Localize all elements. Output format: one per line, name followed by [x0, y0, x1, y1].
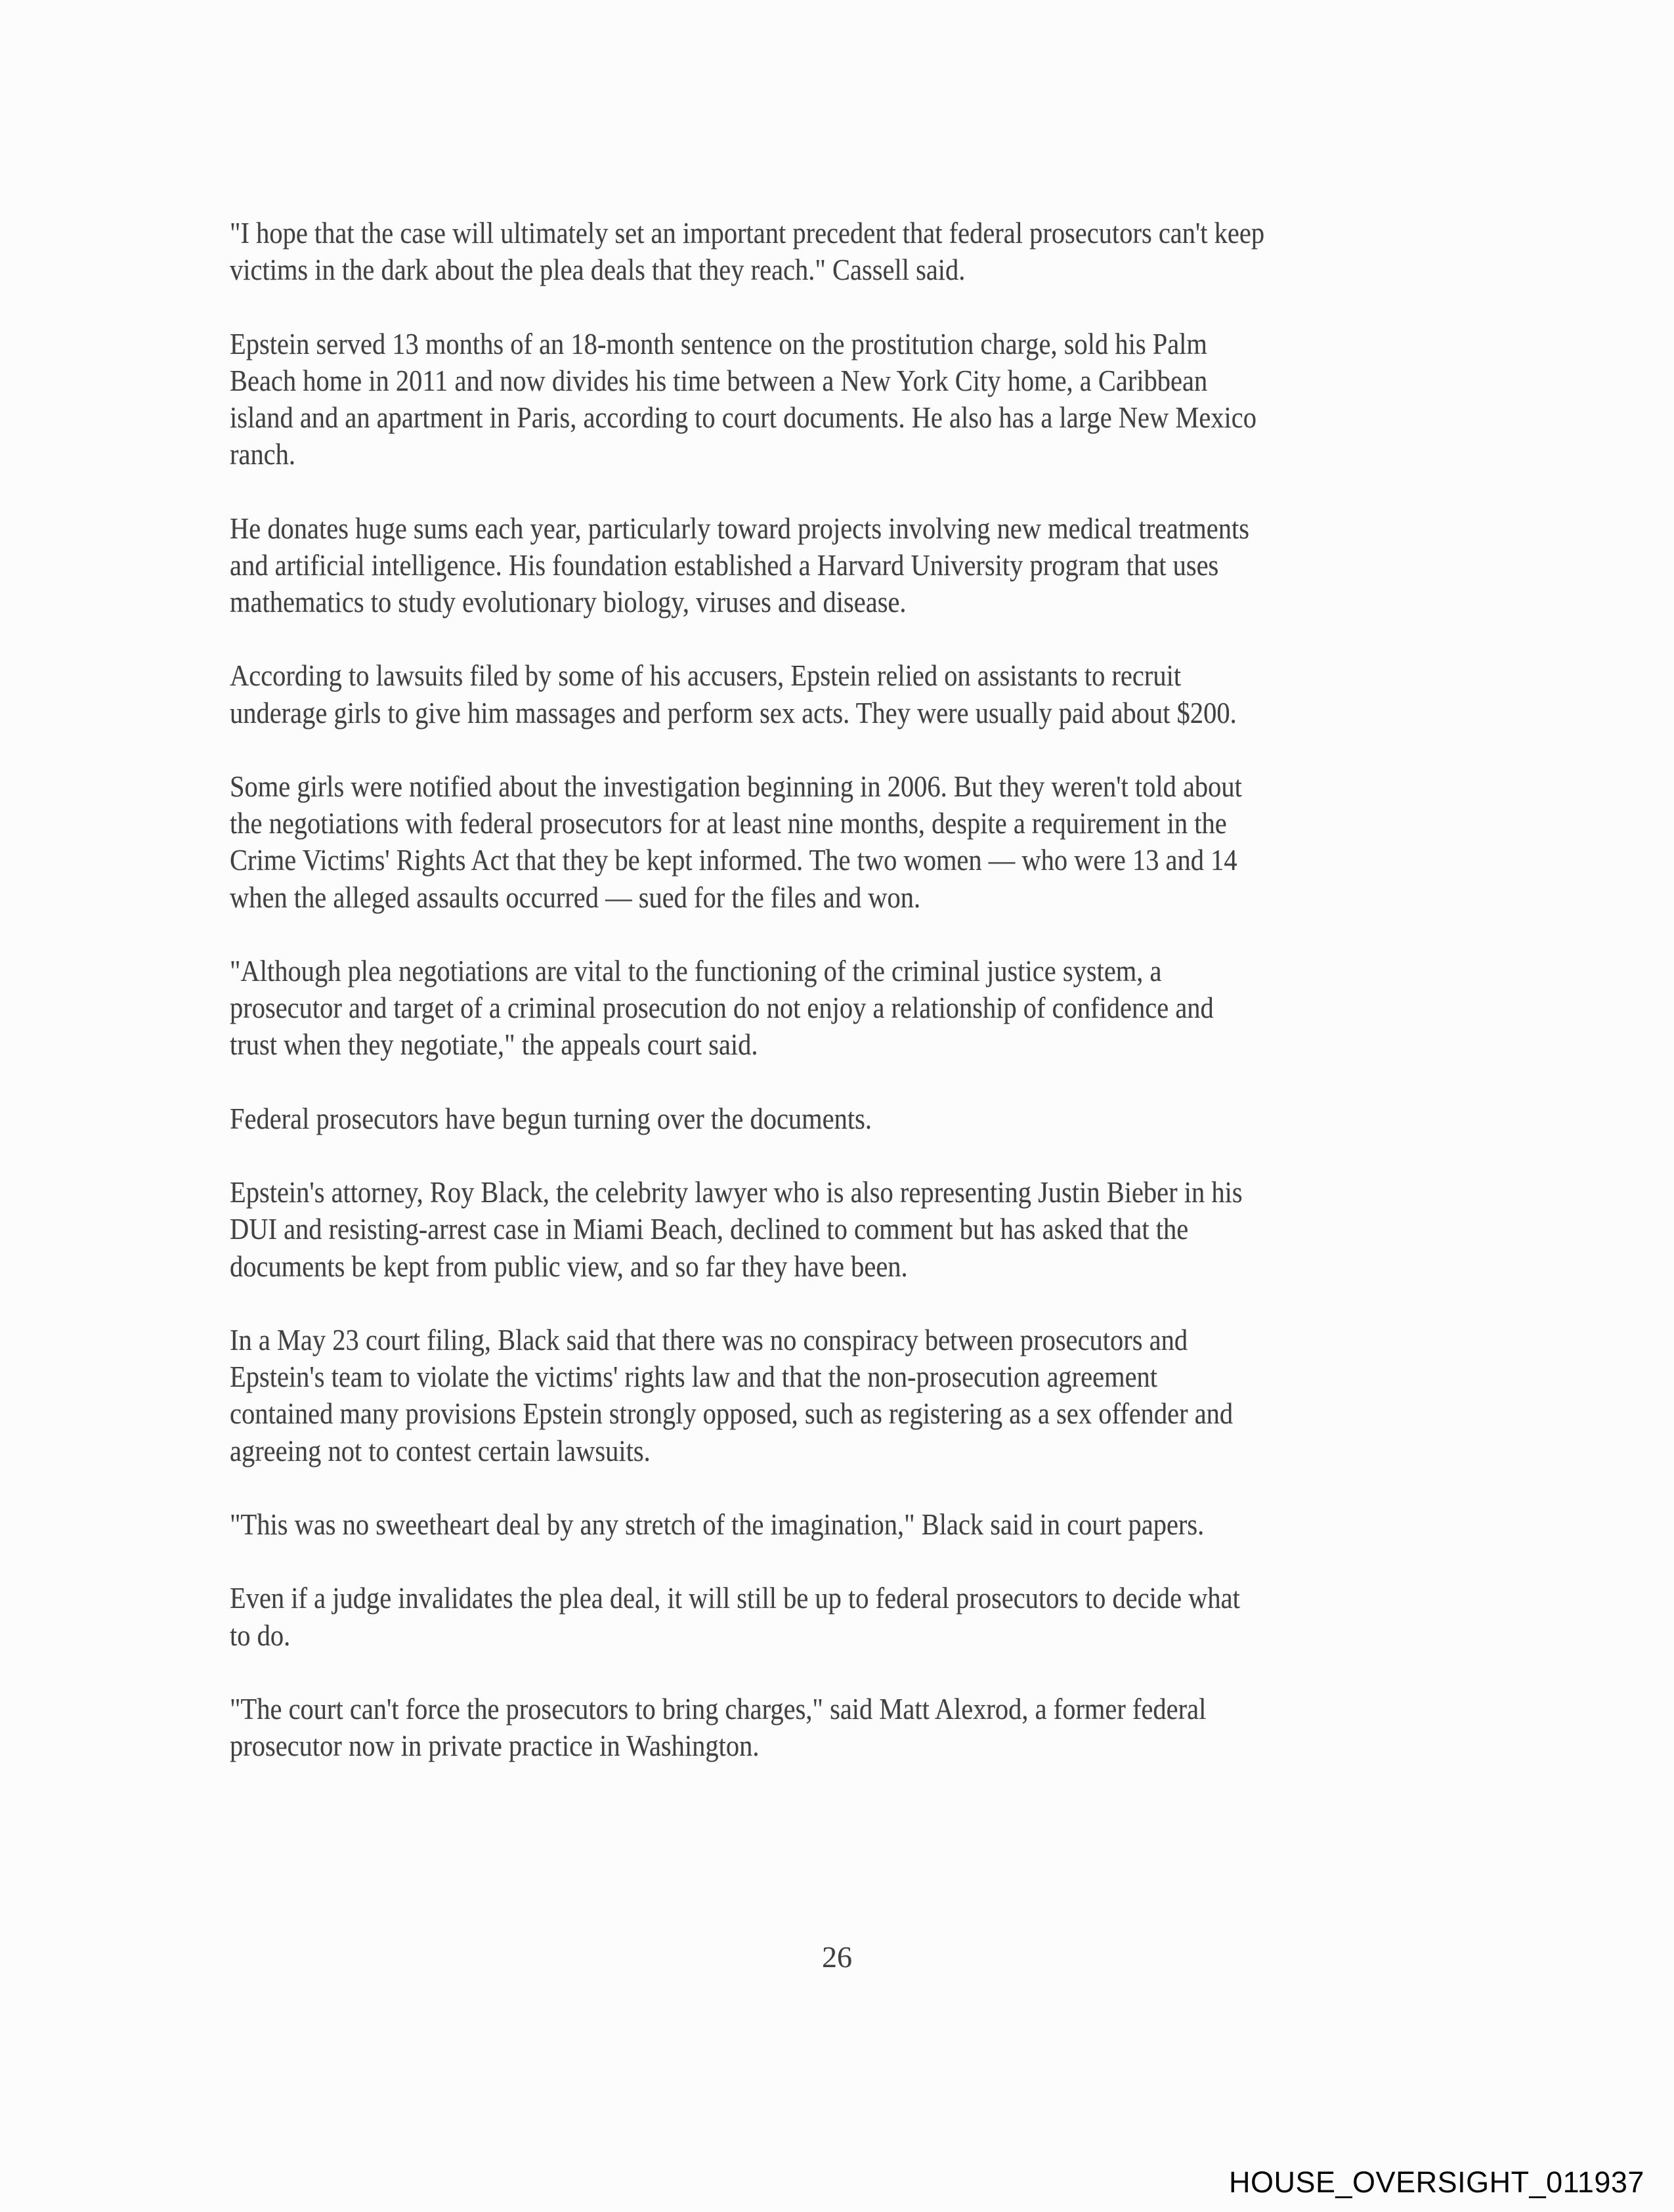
paragraph: [230, 768, 1477, 916]
text-line: and artificial intelligence. His foundation established a Harvard University program that uses: [230, 548, 1219, 582]
text-line: trust when they negotiate," the appeals court said.: [230, 1028, 758, 1062]
paragraph: [230, 1691, 1477, 1764]
text-line: ranch.: [230, 437, 296, 471]
text-line: prosecutor now in private practice in Washington.: [230, 1729, 760, 1763]
page-number: 26: [822, 1940, 852, 1974]
text-line: Crime Victims' Rights Act that they be kept informed. The two women — who were 13 and 14: [230, 843, 1237, 877]
text-line: contained many provisions Epstein strongly opposed, such as registering as a sex offender and: [230, 1397, 1234, 1431]
text-line: According to lawsuits filed by some of his accusers, Epstein relied on assistants to recruit: [230, 659, 1182, 693]
text-line: mathematics to study evolutionary biology, viruses and disease.: [230, 585, 907, 618]
text-line: victims in the dark about the plea deals that they reach." Cassell said.: [230, 253, 966, 287]
text-line: "This was no sweetheart deal by any stretch of the imagination," Black said in court papers.: [230, 1507, 1205, 1541]
text-line: Epstein's team to violate the victims' rights law and that the non-prosecution agreement: [230, 1360, 1158, 1394]
text-line: prosecutor and target of a criminal prosecution do not enjoy a relationship of confidence and: [230, 991, 1214, 1025]
text-line: "The court can't force the prosecutors to bring charges," said Matt Alexrod, a former federal: [230, 1691, 1207, 1725]
text-line: Beach home in 2011 and now divides his time between a New York City home, a Caribbean: [230, 363, 1208, 397]
text-line: Epstein served 13 months of an 18-month sentence on the prostitution charge, sold his Palm: [230, 326, 1207, 360]
text-line: the negotiations with federal prosecutors for at least nine months, despite a requirement in the: [230, 806, 1227, 840]
article-body: [230, 215, 1477, 1764]
paragraph: [230, 215, 1477, 288]
text-line: documents be kept from public view, and so far they have been.: [230, 1249, 908, 1283]
text-line: "Although plea negotiations are vital to the functioning of the criminal justice system, a: [230, 953, 1162, 987]
text-line: Some girls were notified about the investigation beginning in 2006. But they weren't told about: [230, 769, 1242, 803]
paragraph: [230, 1506, 1477, 1543]
text-line: DUI and resisting-arrest case in Miami Beach, declined to comment but has asked that the: [230, 1212, 1189, 1246]
paragraph: [230, 657, 1477, 731]
text-line: "I hope that the case will ultimately set an important precedent that federal prosecutors can't keep: [230, 216, 1265, 249]
text-line: agreeing not to contest certain lawsuits.: [230, 1433, 651, 1467]
bates-stamp: HOUSE_OVERSIGHT_011937: [1229, 2165, 1644, 2199]
paragraph: [230, 1580, 1477, 1653]
paragraph: [230, 1100, 1477, 1137]
text-line: In a May 23 court filing, Black said that there was no conspiracy between prosecutors and: [230, 1322, 1188, 1356]
text-line: Federal prosecutors have begun turning over the documents.: [230, 1101, 872, 1135]
text-line: when the alleged assaults occurred — sued for the files and won.: [230, 880, 921, 914]
paragraph: [230, 1322, 1477, 1469]
text-line: Epstein's attorney, Roy Black, the celebrity lawyer who is also representing Justin Bieber in his: [230, 1175, 1243, 1209]
text-line: island and an apartment in Paris, according to court documents. He also has a large New Mexico: [230, 401, 1257, 434]
text-line: underage girls to give him massages and perform sex acts. They were usually paid about $200.: [230, 695, 1237, 729]
paragraph: [230, 510, 1477, 621]
paragraph: [230, 326, 1477, 473]
text-line: He donates huge sums each year, particularly toward projects involving new medical treatments: [230, 511, 1249, 545]
paragraph: [230, 953, 1477, 1064]
paragraph: [230, 1174, 1477, 1285]
text-line: to do.: [230, 1618, 291, 1652]
text-line: Even if a judge invalidates the plea deal, it will still be up to federal prosecutors to decide what: [230, 1581, 1240, 1615]
